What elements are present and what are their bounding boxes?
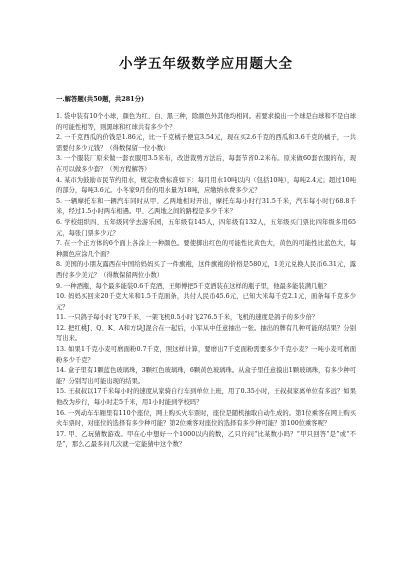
question-item: 4. 某市为鼓励市民节约用水，规定收费标准如下：每月用水10吨以内（包括10吨），每吨2.4元；超过10吨的部分，每吨3.6元。小冬家9月份的用水量为18吨，应缴纳水费多少元？ — [56, 176, 356, 195]
question-item: 9. 一种酒瓶，每个最多能装0.6千克酒，王师傅把5千克酒装在这样的瓶子里，他最多能装满几瓶？ — [56, 282, 330, 290]
question-item: 5. 一辆摩托车和一辆汽车同时从甲、乙两地相对开出，摩托车每小时行31.5千米，汽车每小时行68.8千米，经过1.5小时两车相遇。甲、乙两地之间的路程是多少千米？ — [56, 197, 356, 216]
question-item: 6. 学校组织四、五年级同学去游乐园，五年级有145人，四年级有132人，五年级买门票比四年级多用65元，每张门票多少元？ — [56, 218, 356, 237]
question-item: 2. 一千克西瓜的价钱是1.86元，比一千克橘子便宜3.54元，现在买2.6千克的西瓜和3.6千克的橘子，一共需要付多少元钱？（得数保留一位小数） — [56, 134, 356, 152]
question-item: 1. 袋中装有10个小球，颜色为红、白、黑三种，除颜色外其他均相同。若要求摸出一个球是白球和不是白球的可能性相等，则黑球和红球共有多少个？ — [56, 113, 356, 131]
question-item: 17. 甲、乙玩猜数游戏。甲在心中想好一个1000以内的数，乙只许问“比某数小吗？”甲只回答“是”或“不是”，那么乙最多问几次就一定能猜中这个数？ — [56, 430, 356, 449]
question-item: 16. 一列动车车厢里有110个座位，网上购买火车票时，座位是随机抽取自动生成的。第1位乘客在网上购买火车票时，对座位的选择有多少种可能？第2位乘客对座位的选择有多少种可能？第100位乘客呢？ — [56, 409, 356, 428]
section-heading: 一.解答题(共50题，共281分) — [56, 95, 145, 103]
question-item: 13. 如果1千克小麦可磨面粉0.7千克，照这样计算，要磨出7千克面粉需要多少千克小麦？一吨小麦可磨面粉多少千克？ — [56, 346, 356, 364]
question-item: 7. 在一个正方体的6个面上各涂上一种颜色。要使掷出红色的可能性比黄色大，黄色的可能性比蓝色大，每种颜色应涂几个面？ — [56, 240, 356, 258]
question-item: 10. 妈妈买回来20千克大米和1.5千克面条，共付人民币45.6元，已知大米每千克2.1元，面条每千克多少元？ — [56, 293, 356, 311]
question-item: 15. 王叔叔以17千米每小时的速度从家骑自行车到单位上班，用了0.35小时，王叔叔家离单位有多远？如果他改为步行，每小时走5千米，用1小时能到学校吗？ — [56, 388, 356, 407]
document-title: 小学五年级数学应用题大全 — [119, 56, 293, 72]
question-item: 12. 把红桃J、Q、K、A和方块J混合在一起后，小军从中任意抽出一张。抽出的牌有几种可能的结果？分别写出来。 — [56, 324, 356, 343]
question-item: 11. 一只鸽子每小时飞79千米，一架飞机0.5小时飞276.5千米，飞机的速度是鸽子的多少倍？ — [56, 314, 319, 322]
question-item: 14. 盒子里有1颗蓝色玻璃珠，3颗红色玻璃珠，6颗黄色玻璃珠。从盒子里任意摸出1颗玻璃珠，有多少种可能？分别写出可能出现的结果。 — [56, 367, 356, 385]
question-item: 8. 美国的小朋友露西在中国给妈妈买了一件旗袍，这件旗袍的价格是580元，1美元兑换人民币6.31元，露西付多少美元？（得数保留两位小数） — [56, 261, 356, 279]
question-item: 3. 一个服装厂原来做一套衣服用3.5米布，改进裁剪方法后，每套节省0.2米布。原来做60套衣服的布，现在可以做多少套？（列方程解答） — [56, 155, 356, 173]
question-list — [56, 112, 356, 451]
